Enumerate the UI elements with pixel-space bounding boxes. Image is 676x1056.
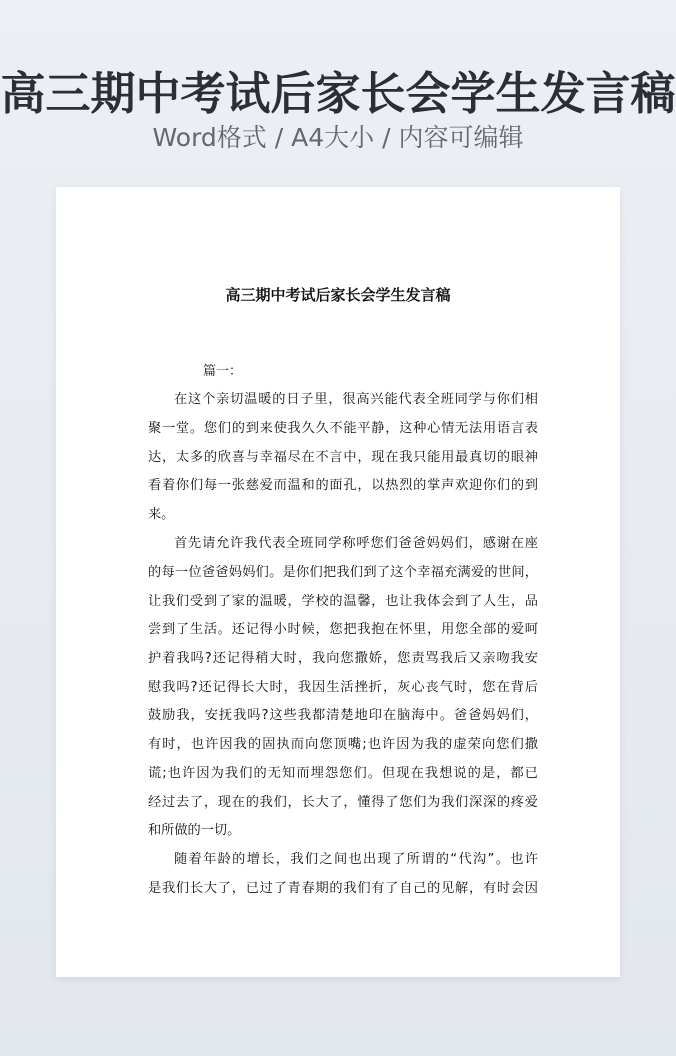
section-heading: 篇一： (203, 364, 243, 379)
paragraph-line: 让我们受到了家的温暖，学校的温馨，也让我体会到了人生，品 (148, 594, 538, 609)
paragraph-line: 随着年龄的增长，我们之间也出现了所谓的“代沟”。也许 (174, 852, 538, 867)
paragraph-line: 来。 (148, 507, 175, 522)
banner-title: 高三期中考试后家长会学生发言稿 (0, 67, 676, 120)
paragraph-line: 有时，也许因我的固执而向您顶嘴;也许因为我的虚荣向您们撒 (148, 737, 538, 752)
paragraph-line: 护着我吗?还记得稍大时，我向您撒娇，您责骂我后又亲吻我安 (148, 651, 538, 666)
paragraph-line: 是我们长大了，已过了青春期的我们有了自己的见解，有时会因 (148, 881, 538, 896)
paragraph-line: 的每一位爸爸妈妈们。是你们把我们到了这个幸福充满爱的世间， (148, 565, 538, 580)
paragraph-line: 尝到了生活。还记得小时候，您把我抱在怀里，用您全部的爱呵 (148, 622, 538, 637)
paragraph-line: 看着你们每一张慈爱而温和的面孔，以热烈的掌声欢迎你们的到 (148, 478, 538, 493)
paragraph-line: 慰我吗?还记得长大时，我因生活挫折，灰心丧气时，您在背后 (148, 680, 538, 695)
paragraph-line: 谎;也许因为我们的无知而埋怨您们。但现在我想说的是，都已 (148, 766, 538, 781)
banner-subtitle: Word格式 / A4大小 / 内容可编辑 (152, 123, 524, 152)
paragraph-line: 鼓励我，安抚我吗?这些我都清楚地印在脑海中。爸爸妈妈们， (148, 708, 538, 723)
paragraph-line: 在这个亲切温暖的日子里，很高兴能代表全班同学与你们相 (174, 392, 538, 407)
paragraph-line: 首先请允许我代表全班同学称呼您们爸爸妈妈们，感谢在座 (174, 536, 538, 551)
paragraph-line: 达，太多的欣喜与幸福尽在不言中，现在我只能用最真切的眼神 (148, 450, 538, 465)
paragraph-line: 和所做的一切。 (148, 823, 241, 838)
paragraph-line: 聚一堂。您们的到来使我久久不能平静，这种心情无法用语言表 (148, 421, 538, 436)
paragraph-line: 经过去了，现在的我们，长大了，懂得了您们为我们深深的疼爱 (148, 795, 538, 810)
document-title: 高三期中考试后家长会学生发言稿 (225, 286, 451, 304)
document-page (56, 187, 620, 977)
